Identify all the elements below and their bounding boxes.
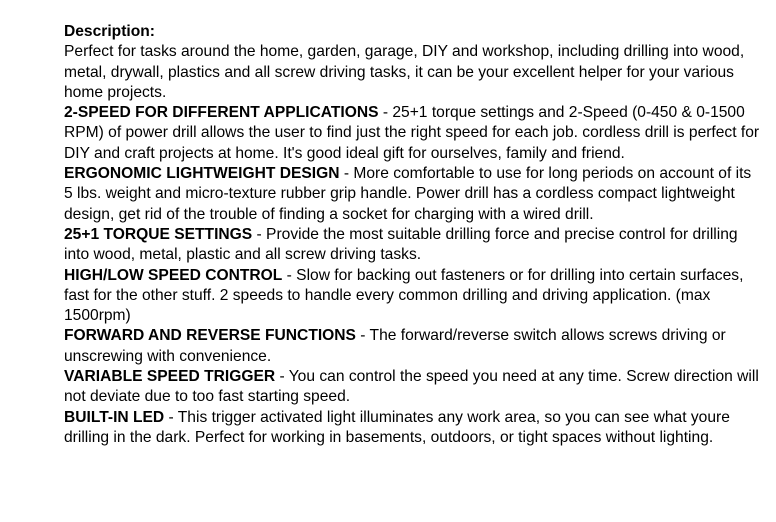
feature-paragraph — [64, 367, 764, 408]
feature-title: BUILT-IN LED — [64, 408, 165, 426]
description-heading: Description: — [64, 23, 155, 40]
feature-text: - More comfortable to use for long periods on account of its 5 lbs. weight and micro-texture rubber grip handle. Power drill has a cordless compact lightweight design, get rid of the trouble of finding a socket for charging with a wired drill. — [64, 165, 752, 223]
feature-paragraph — [64, 408, 764, 449]
feature-title: VARIABLE SPEED TRIGGER — [64, 368, 276, 386]
feature-paragraph — [64, 326, 764, 367]
feature-text: - Slow for backing out fasteners or for drilling into certain surfaces, fast for the other stuff. 2 speeds to handle every common drilling and driving application. (max 1500rpm) — [64, 266, 744, 325]
feature-paragraph — [64, 266, 764, 327]
feature-title: FORWARD AND REVERSE FUNCTIONS — [64, 327, 356, 345]
feature-text: - You can control the speed you need at any time. Screw direction will not deviate due to too fast starting speed. — [64, 368, 759, 406]
feature-paragraph — [64, 225, 764, 266]
feature-text: - Provide the most suitable drilling force and precise control for drilling into wood, metal, plastic and all screw driving tasks. — [64, 225, 738, 264]
feature-title: HIGH/LOW SPEED CONTROL — [64, 266, 283, 284]
feature-paragraph — [64, 164, 764, 225]
feature-paragraph — [64, 103, 764, 164]
feature-text: - 25+1 torque settings and 2-Speed (0-450 & 0-1500 RPM) of power drill allows the user to find just the right speed for each job. cordless drill is perfect for DIY and craft projects at home. It's good ideal gift for ourselves, family and friend. — [64, 104, 760, 162]
intro-paragraph: Perfect for tasks around the home, garden, garage, DIY and workshop, including drilling into wood, metal, drywall, plastics and all screw driving tasks, it can be your excellent helper for your various home projects. — [64, 43, 745, 101]
feature-text: - This trigger activated light illuminates any work area, so you can see what youre drilling in the dark. Perfect for working in basements, outdoors, or tight spaces without lighting. — [64, 408, 730, 446]
feature-title: 2-SPEED FOR DIFFERENT APPLICATIONS — [64, 104, 379, 122]
feature-text: - The forward/reverse switch allows screws driving or unscrewing with convenience. — [64, 327, 726, 365]
feature-title: ERGONOMIC LIGHTWEIGHT DESIGN — [64, 165, 340, 183]
feature-title: 25+1 TORQUE SETTINGS — [64, 225, 253, 243]
product-description — [64, 22, 764, 448]
